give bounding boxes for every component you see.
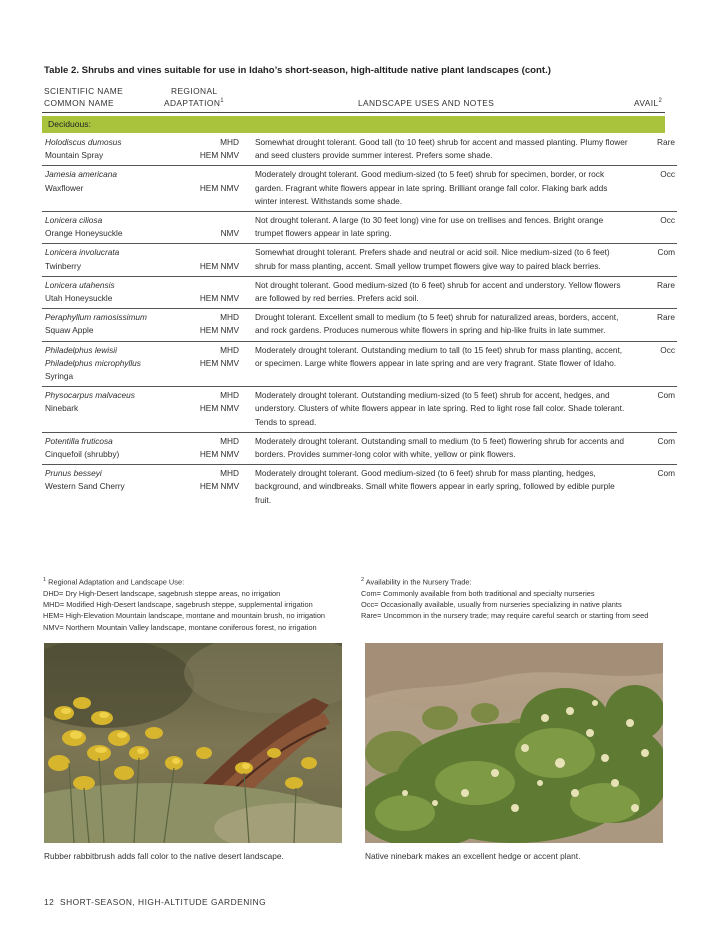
common-name: Cinquefoil (shrubby) [45, 449, 120, 460]
scientific-name: Potentilla fruticosa [45, 435, 113, 446]
adaptation-cell [171, 341, 249, 387]
availability: Com [635, 432, 677, 464]
footnote-line: HEM= High-Elevation Mountain landscape, montane and mountain brush, no irrigation [43, 611, 326, 621]
common-name: Mountain Spray [45, 150, 104, 161]
adaptation-code: HEM NMV [199, 150, 239, 161]
common-name: Waxflower [45, 182, 84, 193]
common-name: Squaw Apple [45, 325, 94, 336]
landscape-notes: Moderately drought tolerant. Outstanding small to medium (to 5 feet) flowering shrub for accents and borders. Provides summer-long color with white, yellow or pink flowers. [249, 432, 635, 464]
availability: Occ [635, 212, 677, 244]
scientific-name: Lonicera utahensis [45, 279, 115, 290]
section-label: Deciduous: [48, 119, 91, 129]
landscape-notes: Somewhat drought tolerant. Good tall (to 10 feet) shrub for accent and massed planting. Plumy flower and seed clusters provide summer interest. Prefers some shade. [249, 134, 635, 166]
availability: Occ [635, 341, 677, 387]
landscape-notes: Not drought tolerant. Good medium-sized (to 6 feet) shrub for accent and understory. Yellow flowers are followed by red berries. Prefers acid soil. [249, 276, 635, 308]
adaptation-code: HEM NMV [199, 325, 239, 336]
header-regional: REGIONAL [171, 86, 218, 96]
common-name: Ninebark [45, 403, 79, 414]
adaptation-cell [171, 244, 249, 276]
page-number: 12 [44, 897, 55, 907]
availability: Rare [635, 276, 677, 308]
table-row [42, 341, 677, 387]
common-name: Western Sand Cherry [45, 481, 125, 492]
landscape-notes: Moderately drought tolerant. Good medium-sized (to 5 feet) shrub for specimen, border, or rock garden. Fragrant white flowers appear in late spring. Brilliant orange fall color. Flaking bark adds winter interest. Withstands some shade. [249, 166, 635, 212]
adaptation-code: MHD [220, 312, 239, 323]
plant-name-cell [42, 309, 171, 341]
table-row [42, 276, 677, 308]
adaptation-code: MHD [220, 137, 239, 147]
scientific-name: Lonicera involucrata [45, 247, 120, 258]
header-landscape-uses: LANDSCAPE USES AND NOTES [358, 98, 495, 108]
adaptation-code: MHD [220, 344, 239, 355]
common-name: Syringa [45, 371, 74, 382]
availability: Rare [635, 309, 677, 341]
plant-name-cell [42, 341, 171, 387]
availability: Occ [635, 166, 677, 212]
adaptation-code: HEM NMV [199, 403, 239, 414]
page-footer [44, 897, 266, 907]
plant-name-cell [42, 212, 171, 244]
adaptation-cell [171, 166, 249, 212]
footnote-line: $^2$ Availability in the Nursery Trade: [361, 577, 472, 587]
footnote-line: $^1$ Regional Adaptation and Landscape Use: [43, 577, 185, 587]
header-rule [42, 112, 665, 113]
availability: Rare [635, 134, 677, 166]
photo-ninebark [365, 643, 663, 843]
adaptation-cell [171, 387, 249, 433]
scientific-name: Philadelphus lewisii [45, 344, 117, 355]
header-common-name: COMMON NAME [44, 98, 115, 108]
landscape-notes: Somewhat drought tolerant. Prefers shade and neutral or acid soil. Nice medium-sized (to 6 feet) shrub for mass planting, accent. Small yellow trumpet flowers give way to paired black berries. [249, 244, 635, 276]
landscape-notes: Moderately drought tolerant. Outstanding medium to tall (to 15 feet) shrub for mass planting, accent, or specimen. Large white flowers appear in late spring and are very fragrant. State flower of Idaho. [249, 341, 635, 387]
photo-rabbitbrush [44, 643, 342, 843]
table-row [42, 465, 677, 510]
footnote-line: Rare= Uncommon in the nursery trade; may require careful search or starting from seed [361, 611, 649, 621]
adaptation-cell [171, 309, 249, 341]
adaptation-cell [171, 432, 249, 464]
footnote-line: MHD= Modified High-Desert landscape, sagebrush steppe, supplemental irrigation [43, 600, 313, 610]
adaptation-code [171, 246, 239, 259]
landscape-notes: Moderately drought tolerant. Good medium-sized (to 6 feet) shrub for mass planting, hedges, background, and windbreaks. Small white flowers appear in early spring, followed by edible purple fruit. [255, 468, 615, 505]
table-row [42, 166, 677, 212]
plant-name-cell [42, 134, 171, 166]
adaptation-cell [171, 134, 249, 166]
adaptation-cell [171, 212, 249, 244]
plant-name-cell [42, 432, 171, 464]
adaptation-code: HEM NMV [199, 260, 239, 271]
header-adaptation: ADAPTATION$^1$ [164, 98, 225, 108]
landscape-notes: Drought tolerant. Excellent small to medium (to 5 feet) shrub for naturalized areas, borders, accent, and rock gardens. Produces numerous white flowers in spring and hip-like fruits in late summer. [249, 309, 635, 341]
adaptation-code: HEM NMV [199, 481, 239, 492]
landscape-notes: Moderately drought tolerant. Outstanding medium-sized (to 5 feet) shrub for accent, hedges, and understory. Clusters of white flowers appear in late spring. Red to light rose fall color. Shade tolerant. Tends to spread. [249, 387, 635, 433]
footnote-line: DHD= Dry High-Desert landscape, sagebrush steppe areas, no irrigation [43, 588, 281, 598]
adaptation-code: MHD [220, 390, 239, 401]
footnote-line: NMV= Northern Mountain Valley landscape, montane coniferous forest, no irrigation [43, 622, 317, 632]
availability: Com [635, 387, 677, 433]
landscape-notes: Not drought tolerant. A large (to 30 feet long) vine for use on trellises and fences. Bright orange trumpet flowers appear in late spring. [249, 212, 635, 244]
ninebark-image [365, 643, 663, 843]
adaptation-code: NMV [220, 228, 239, 239]
adaptation-cell [171, 465, 249, 510]
table-row [42, 432, 677, 464]
availability: Com [635, 244, 677, 276]
scientific-name: Prunus besseyi [45, 468, 102, 479]
scientific-name: Holodiscus dumosus [45, 137, 122, 147]
common-name: Twinberry [45, 260, 81, 271]
adaptation-code [171, 214, 239, 227]
plant-name-cell [42, 276, 171, 308]
plant-name-cell [42, 465, 171, 510]
plant-name-cell [42, 244, 171, 276]
scientific-name: Lonicera ciliosa [45, 215, 103, 226]
plant-table [42, 134, 677, 510]
table-row [42, 134, 677, 166]
adaptation-code: MHD [220, 468, 239, 479]
table-row [42, 212, 677, 244]
section-band-deciduous [42, 116, 665, 133]
footnote-regional-adaptation [43, 575, 325, 633]
running-title: SHORT-SEASON, HIGH-ALTITUDE GARDENING [59, 897, 267, 907]
header-avail: AVAIL$^2$ [634, 98, 663, 108]
scientific-name: Physocarpus malvaceus [45, 390, 135, 401]
rabbitbrush-image [44, 643, 342, 843]
table-row [42, 387, 677, 433]
table-row [42, 244, 677, 276]
footnote-line: Occ= Occasionally available, usually from nurseries specializing in native plants [361, 600, 622, 610]
table-title: Table 2. Shrubs and vines suitable for use in Idaho’s short-season, high-altitude native plant landscapes (cont.) [44, 65, 551, 76]
adaptation-code: HEM NMV [199, 182, 239, 193]
footnote-line: Com= Commonly available from both traditional and specialty nurseries [361, 588, 595, 598]
caption-ninebark: Native ninebark makes an excellent hedge or accent plant. [365, 851, 581, 861]
common-name: Utah Honeysuckle [45, 293, 113, 304]
adaptation-code: HEM NMV [199, 357, 239, 368]
header-scientific-name: SCIENTIFIC NAME [44, 86, 124, 96]
plant-name-cell [42, 166, 171, 212]
adaptation-code [171, 168, 239, 181]
table-row [42, 309, 677, 341]
scientific-name: Jamesia americana [45, 169, 117, 180]
availability: Com [657, 468, 675, 479]
scientific-name: Peraphyllum ramosissimum [45, 312, 147, 323]
caption-rabbitbrush: Rubber rabbitbrush adds fall color to the native desert landscape. [44, 851, 284, 861]
scientific-name: Philadelphus microphyllus [45, 357, 141, 368]
footnote-availability [361, 575, 648, 622]
adaptation-cell [171, 276, 249, 308]
common-name: Orange Honeysuckle [45, 228, 123, 239]
adaptation-code: HEM NMV [199, 293, 239, 304]
adaptation-code [171, 279, 239, 292]
adaptation-code: MHD [220, 435, 239, 446]
adaptation-code: HEM NMV [199, 449, 239, 460]
plant-name-cell [42, 387, 171, 433]
